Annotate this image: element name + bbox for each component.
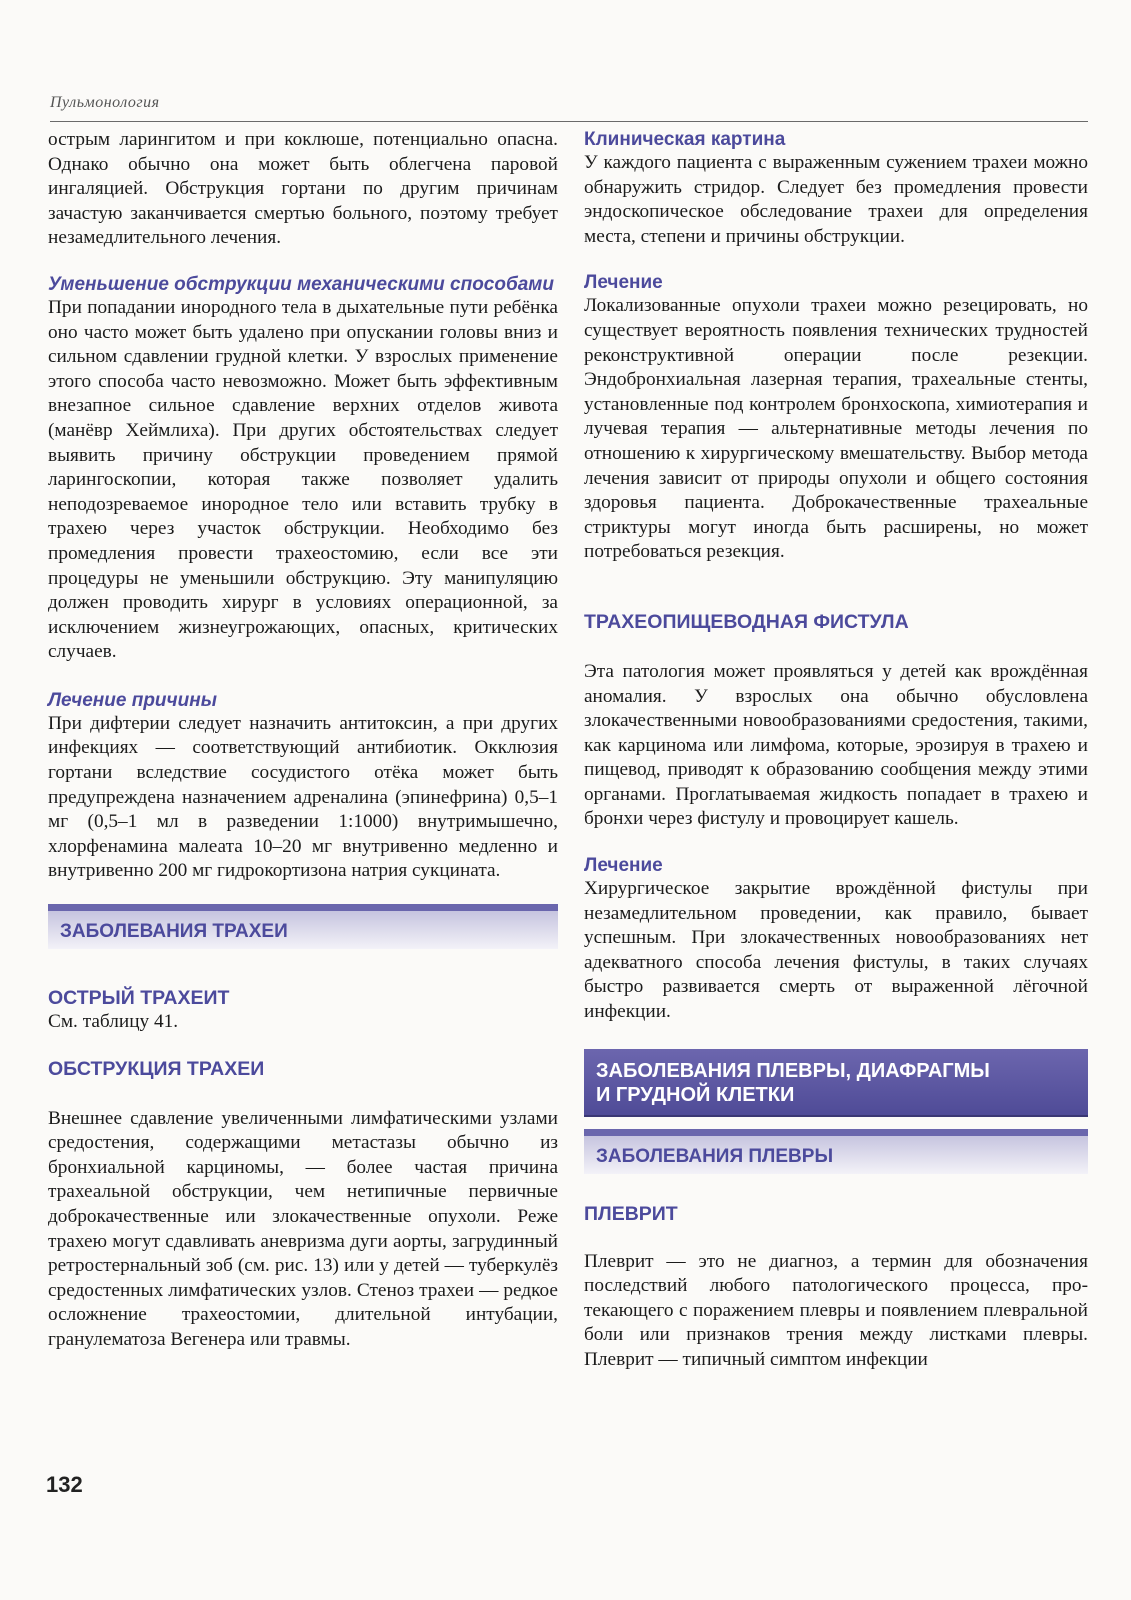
running-head: Пульмонология <box>50 94 160 111</box>
heading-acute-tracheitis: ОСТРЫЙ ТРАХЕИТ <box>48 987 230 1010</box>
heading-tracheoesophageal-fistula: ТРАХЕОПИЩЕВОДНАЯ ФИСТУЛА <box>584 610 909 633</box>
right-column <box>584 128 1088 1373</box>
subheading-cause-treatment: Лечение причины <box>48 689 217 711</box>
paragraph-pleurisy: Плеврит — это не диагноз, а термин для обозначения последствий любого патологического процесса, протекающего с поражением плевры и появлением плевральной боли или признаков трения между листками плевры. Плеврит — типичный симптом инфекции <box>584 1250 1088 1370</box>
section-band-trachea: ЗАБОЛЕВАНИЯ ТРАХЕИ <box>48 904 558 949</box>
section-band-pleura-diaphragm-chest <box>584 1049 1088 1117</box>
heading-tracheal-obstruction: ОБСТРУКЦИЯ ТРАХЕИ <box>48 1057 265 1080</box>
band-line-1: ЗАБОЛЕВАНИЯ ПЛЕВРЫ, ДИАФРАГМЫ <box>596 1059 990 1082</box>
subheading-mechanical: Уменьшение обструкции механическими способами <box>48 273 554 295</box>
paragraph-fistula: Эта патология может проявляться у детей как врождённая аномалия. У взрослых она обычно обусловлена злокачественными новообразованиями средостения, такими, как карцинома или лимфома, которые, эрозируя в трахею и пищевод, приводят к образованию сообщения между этими органами. Проглатываемая жидкость попадает в трахею и бронхи через фистулу и провоцирует кашель. <box>584 660 1088 830</box>
paragraph-treatment-fistula: Хирургическое закрытие врождённой фистулы при незамедлительном проведении, как правило, бывает успешным. При злокачественных новообразованиях нет адекватного способа лечения фистулы, в таких случаях быстро развивается смерть от выраженной лёгочной инфекции. <box>584 878 1088 1023</box>
subheading-clinical-picture: Клиническая картина <box>584 129 786 150</box>
subheading-treatment-tumors: Лечение <box>584 272 663 294</box>
paragraph-cause-treatment: При дифтерии следует назначить антитоксин, а при других инфекциях — соответствующий антибиотик. Окклюзия гортани вследствие сосудистого отёка может быть предупреждена назначением адреналина (эпинефрина) 0,5–1 мг (0,5–1 мл в разведении 1:1000) внутримышечно, хлорфенамина малеата 10–20 мг внутривенно медленно и внутривенно 200 мг гидрокортизона натрия сукцината. <box>48 712 558 882</box>
paragraph-acute-tracheitis: См. таблицу 41. <box>48 1011 179 1033</box>
paragraph-clinical-picture: У каждого пациента с выраженным сужением трахеи можно обнаружить стридор. Следует без промедления провести эндоскопическое обследование трахеи для определения места, степени и причины обструкции. <box>584 152 1088 247</box>
paragraph-mechanical: При попадании инородного тела в дыхательные пути ребёнка оно часто может быть удалено при опускании головы вниз и сильном сдавлении грудной клетки. У взрослых применение этого способа часто невозможно. Может быть эффективным внезапное сильное сдавление верхних отделов живота (манёвр Хеймлиха). При других обстоятельствах следует выявить причину обструкции проведением прямой ларингоскопии, которая также позволяет удалить неподозреваемое инородное тело или вставить трубку в трахею через участок обструкции. Необходимо без промедления провести трахеостомию, если все эти процедуры не уменьшили обструкцию. Эту манипуляцию должен проводить хирург в условиях операционной, за исключением жизнеугрожающих, опасных, критических случаев. <box>48 296 558 663</box>
band-line-2: И ГРУДНОЙ КЛЕТКИ <box>596 1083 795 1106</box>
page-number: 132 <box>46 1472 83 1497</box>
paragraph-intro: острым ларингитом и при коклюше, потенциально опасна. Однако обычно она может быть облегчена паровой ингаляцией. Обструкция гортани по другим причинам зачастую заканчивается смертью больного, поэтому требует незамедлительного лечения. <box>48 129 558 249</box>
subheading-treatment-fistula: Лечение <box>584 855 663 877</box>
header-rule <box>50 121 1088 122</box>
paragraph-treatment-tumors: Локализованные опухоли трахеи можно резецировать, но существует вероятность появления технических трудностей реконструктивной операции после резекции. Эндобронхиальная лазерная терапия, трахеальные стенты, установленные под контролем бронхоскопа, химиотерапия и лучевая терапия — альтернативные методы лечения по отношению к хирургическому вмешательству. Выбор метода лечения зависит от природы опухоли и общего состояния здоровья пациента. Доброкачественные трахеальные стриктуры могут иногда быть расширены, но может потребоваться резекция. <box>584 295 1088 563</box>
section-band-pleura: ЗАБОЛЕВАНИЯ ПЛЕВРЫ <box>584 1129 1088 1174</box>
paragraph-tracheal-obstruction: Внешнее сдавление увеличенными лимфатическими узлами средостения, содержащими метастазы обычно из бронхиальной карциномы, — более частая причина трахеальной обструкции, чем нетипичные первичные доброкачественные или злокачественные опухоли. Реже трахею могут сдавливать аневризма дуги аорты, загрудинный ретростернальный зоб (см. рис. 13) или у детей — туберкулёз средостенных лимфатических узлов. Стеноз трахеи — редкое осложнение трахеостомии, длительной интубации, гранулематоза Вегенера или травмы. <box>48 1107 558 1350</box>
left-column <box>48 128 558 1353</box>
heading-pleurisy: ПЛЕВРИТ <box>584 1202 678 1225</box>
